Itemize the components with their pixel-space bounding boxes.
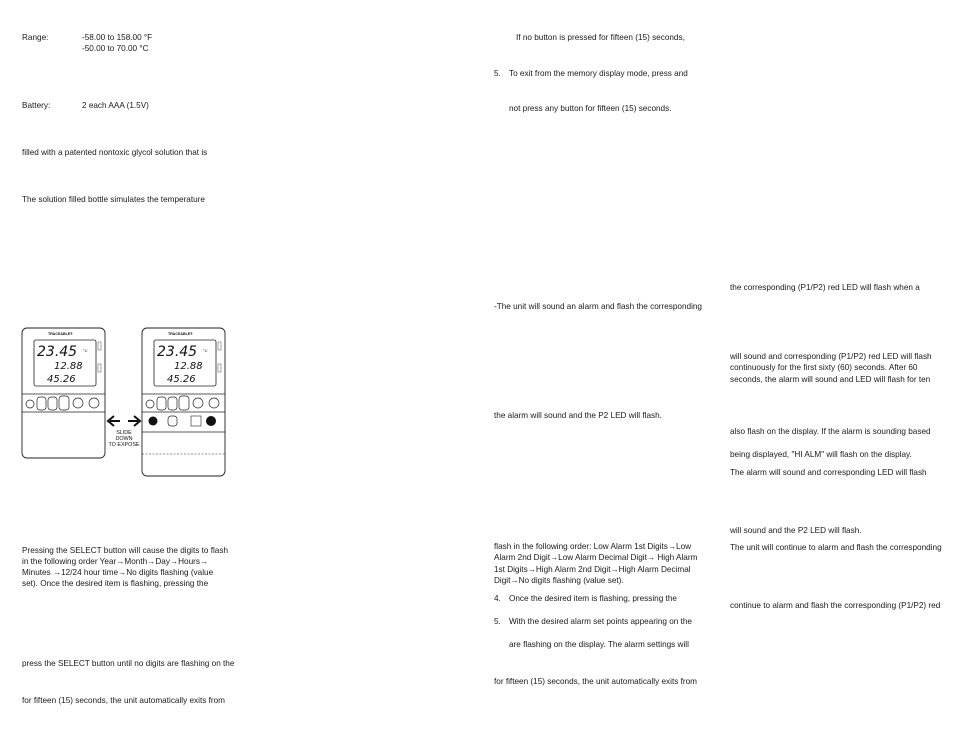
- not-press-text: not press any button for fifteen (15) seconds.: [509, 104, 672, 113]
- solution-text: The solution filled bottle simulates the temperature: [22, 195, 205, 204]
- p2-reading-right: 45.26: [167, 374, 196, 385]
- slide-arrows: [108, 416, 140, 448]
- sixty-line-2: continuously for the first sixty (60) seconds. After 60: [730, 363, 918, 372]
- order-line-3: 1st Digits→High Alarm 2nd Digit→High Alarm Decimal: [494, 565, 691, 574]
- sixty-line-3: seconds, the alarm will sound and LED will flash for ten: [730, 375, 931, 384]
- p2-flash-text: the alarm will sound and the P2 LED will flash.: [494, 411, 662, 420]
- alarm-led-text: The alarm will sound and corresponding LED will flash: [730, 468, 927, 477]
- step-4-number: 4.: [494, 594, 501, 603]
- main-reading-right: 23.45: [157, 344, 198, 360]
- thermometer-unit-left: [22, 328, 105, 458]
- main-reading-left: 23.45: [37, 344, 78, 360]
- press-select-text: press the SELECT button until no digits are flashing on the: [22, 659, 235, 668]
- fifteen-seconds-left: for fifteen (15) seconds, the unit automatically exits from: [22, 696, 225, 705]
- select-line-3: Minutes →12/24 hour time→No digits flashing (value: [22, 568, 214, 577]
- select-line-1: Pressing the SELECT button will cause the digits to flash: [22, 546, 229, 555]
- sixty-line-1: will sound and corresponding (P1/P2) red LED will flash: [730, 352, 932, 361]
- no-button-text: If no button is pressed for fifteen (15) seconds,: [516, 33, 685, 42]
- fifteen-seconds-middle: for fifteen (15) seconds, the unit automatically exits from: [494, 677, 697, 686]
- p1-reading-left: 12.88: [54, 361, 83, 372]
- order-line-2: Alarm 2nd Digit→Low Alarm Decimal Digit→ High Alarm: [494, 553, 698, 562]
- step-5-text: To exit from the memory display mode, press and: [509, 69, 688, 78]
- alarm-flash-text: -The unit will sound an alarm and flash the corresponding: [494, 302, 702, 311]
- slide-caption-1: SLIDE: [116, 430, 132, 436]
- battery-label: Battery:: [22, 101, 51, 110]
- brand-logo-left: TRACEABLE®: [48, 332, 73, 336]
- p1-reading-right: 12.88: [174, 361, 203, 372]
- step-4-text: Once the desired item is flashing, pressing the: [509, 594, 677, 603]
- brand-logo-right: TRACEABLE®: [168, 332, 193, 336]
- slide-caption-2: DOWN: [115, 436, 133, 442]
- hi-alm-text: being displayed, "HI ALM" will flash on the display.: [730, 450, 912, 459]
- thermometer-unit-right: [142, 328, 225, 476]
- range-label: Range:: [22, 33, 49, 42]
- step-5b-number: 5.: [494, 617, 501, 626]
- order-line-1: flash in the following order: Low Alarm 1st Digits→Low: [494, 542, 692, 551]
- step-5-number: 5.: [494, 69, 501, 78]
- flashing-text: are flashing on the display. The alarm settings will: [509, 640, 689, 649]
- slide-caption-3: TO EXPOSE: [108, 442, 140, 448]
- continue-text: The unit will continue to alarm and flash the corresponding: [730, 543, 942, 552]
- led-flash-text: the corresponding (P1/P2) red LED will flash when a: [730, 283, 920, 292]
- step-5b-text: With the desired alarm set points appearing on the: [509, 617, 692, 626]
- select-line-4: set). Once the desired item is flashing, pressing the: [22, 579, 209, 588]
- main-unit-right: °C: [203, 348, 208, 353]
- main-unit-left: °C: [83, 348, 88, 353]
- glycol-text: filled with a patented nontoxic glycol solution that is: [22, 148, 208, 157]
- p2-reading-left: 45.26: [47, 374, 76, 385]
- order-line-4: Digit→No digits flashing (value set).: [494, 576, 624, 585]
- thermometer-figure: [18, 324, 233, 479]
- select-line-2: in the following order Year→Month→Day→Hours→: [22, 557, 209, 566]
- continue-text-2: continue to alarm and flash the corresponding (P1/P2) red: [730, 601, 941, 610]
- also-flash-text: also flash on the display. If the alarm is sounding based: [730, 427, 931, 436]
- battery-value: 2 each AAA (1.5V): [82, 101, 149, 110]
- range-fahrenheit: -58.00 to 158.00 °F: [82, 33, 153, 42]
- p2-led-text: will sound and the P2 LED will flash.: [730, 526, 862, 535]
- range-celsius: -50.00 to 70.00 °C: [82, 44, 149, 53]
